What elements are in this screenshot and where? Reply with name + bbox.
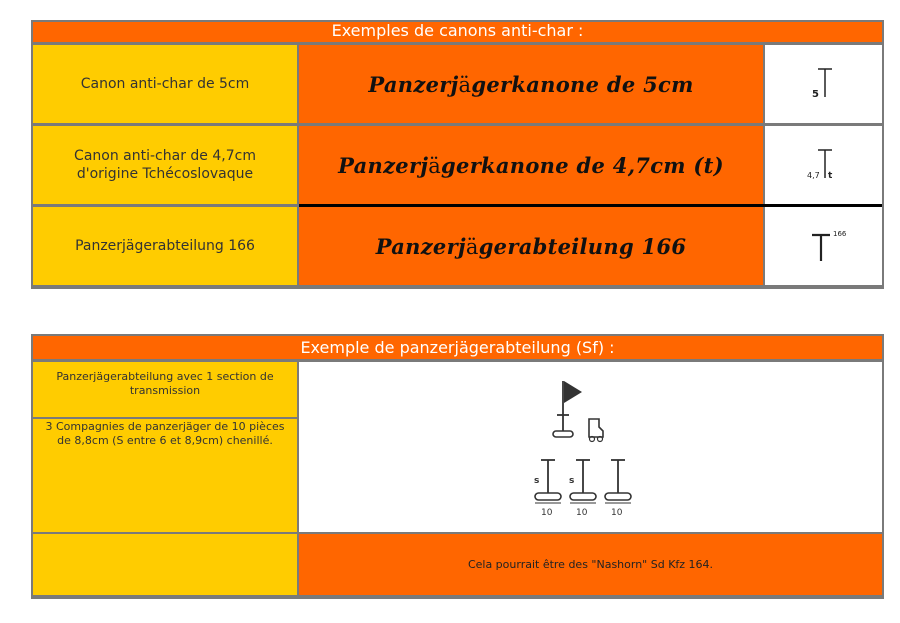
battalion-organization-diagram (491, 367, 691, 527)
table1-row3-symbol (765, 207, 882, 285)
table2-diagram (299, 362, 882, 532)
table2-item-companies: 3 Compagnies de panzerjäger de 10 pièces de 8,8cm (S entre 6 et 8,9cm) chenillé. (33, 419, 297, 532)
table1-row1-german: Panzerjägerkanone de 5cm (299, 45, 763, 123)
signal-section-icon (589, 419, 603, 442)
panzerjaeger-battalion-table (31, 334, 884, 599)
command-flag-icon (553, 381, 582, 437)
svg-text:10: 10 (610, 508, 622, 518)
svg-text:4,7: 4,7 (806, 171, 820, 180)
table1-row1-symbol (765, 45, 882, 123)
antitank-gun-symbol-47cm-czech (794, 140, 854, 190)
svg-text:s: s (568, 476, 574, 486)
antitank-guns-table (31, 20, 884, 289)
table1-row2-german: Panzerjägerkanone de 4,7cm (t) (299, 126, 763, 204)
table1-row1-label: Canon anti-char de 5cm (33, 45, 297, 123)
svg-text:5: 5 (811, 89, 819, 100)
table1-row3-label: Panzerjägerabteilung 166 (33, 207, 297, 285)
company-symbol-3 (605, 460, 631, 518)
table2-note: Cela pourrait être des "Nashorn" Sd Kfz 164. (299, 534, 882, 595)
table2-item-hq: Panzerjägerabteilung avec 1 section de transmission (33, 362, 297, 417)
antitank-battalion-symbol-166 (794, 221, 854, 271)
svg-text:t: t (827, 171, 832, 181)
table1-title: Exemples de canons anti-char : (33, 22, 882, 42)
table1-row2-symbol (765, 126, 882, 204)
company-symbol-2 (569, 460, 596, 518)
svg-text:10: 10 (540, 508, 552, 518)
svg-text:10: 10 (575, 508, 587, 518)
svg-text:s: s (533, 476, 539, 486)
table2-empty-cell (33, 534, 297, 595)
antitank-gun-symbol-5cm (794, 59, 854, 109)
table2-title: Exemple de panzerjägerabteilung (Sf) : (33, 336, 882, 359)
svg-text:166: 166 (832, 230, 846, 238)
table1-row3-german: Panzerjägerabteilung 166 (299, 207, 763, 285)
table1-row2-label: Canon anti-char de 4,7cm d'origine Tchécoslovaque (33, 126, 297, 204)
company-symbol-1 (534, 460, 561, 518)
